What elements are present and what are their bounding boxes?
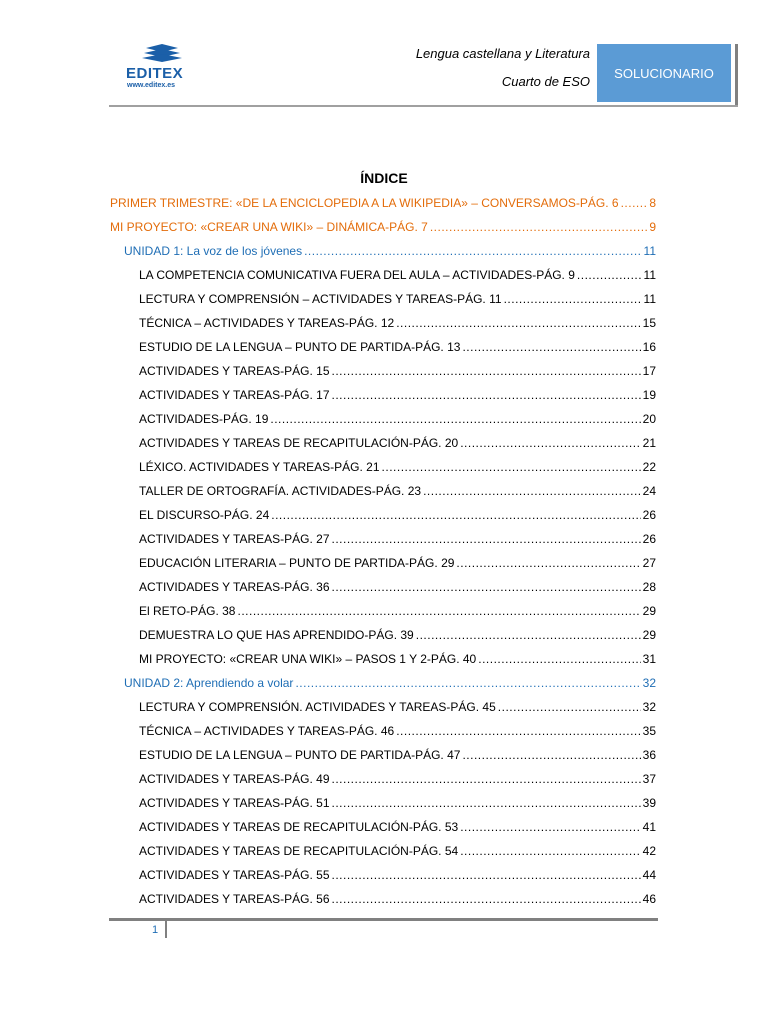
toc-entry[interactable]	[139, 556, 656, 572]
toc-entry-text: ESTUDIO DE LA LENGUA – PUNTO DE PARTIDA-PÁG. 13	[139, 340, 461, 354]
toc-entry[interactable]	[139, 868, 656, 884]
toc-entry[interactable]	[139, 772, 656, 788]
header-course: Cuarto de ESO	[501, 74, 590, 89]
toc-entry[interactable]	[110, 220, 656, 236]
dot-leader	[456, 556, 640, 570]
dot-leader	[332, 892, 641, 906]
toc-entry-page: 39	[642, 796, 656, 810]
dot-leader	[460, 436, 640, 450]
toc-entry-page: 32	[642, 676, 656, 690]
dot-leader	[478, 652, 640, 666]
toc-entry-text: ACTIVIDADES Y TAREAS-PÁG. 51	[139, 796, 330, 810]
toc-entry-page: 31	[642, 652, 656, 666]
dot-leader	[304, 244, 641, 258]
toc-entry-text: DEMUESTRA LO QUE HAS APRENDIDO-PÁG. 39	[139, 628, 414, 642]
toc-entry-text: ACTIVIDADES Y TAREAS DE RECAPITULACIÓN-PÁG. 54	[139, 844, 459, 858]
toc-entry-page: 8	[649, 196, 656, 210]
toc-entry-page: 26	[642, 508, 656, 522]
dot-leader	[332, 580, 641, 594]
logo-brand-text: EDITEX	[126, 65, 184, 82]
toc-entry[interactable]	[139, 796, 656, 812]
toc-entry-page: 20	[642, 412, 656, 426]
dot-leader	[416, 628, 641, 642]
toc-entry-page: 21	[642, 436, 656, 450]
toc-entry-text: ACTIVIDADES Y TAREAS-PÁG. 15	[139, 364, 330, 378]
toc-entry[interactable]	[139, 700, 656, 716]
page-number: 1	[152, 924, 159, 936]
toc-entry[interactable]	[139, 340, 656, 356]
dot-leader	[577, 268, 642, 282]
toc-entry-page: 29	[642, 628, 656, 642]
toc-entry[interactable]	[139, 580, 656, 596]
dot-leader	[498, 700, 641, 714]
dot-leader	[382, 460, 641, 474]
toc-entry-text: TALLER DE ORTOGRAFÍA. ACTIVIDADES-PÁG. 23	[139, 484, 422, 498]
logo-url-text: www.editex.es	[127, 82, 175, 89]
toc-entry-page: 42	[642, 844, 656, 858]
toc-entry-text: PRIMER TRIMESTRE: «DE LA ENCICLOPEDIA A LA WIKIPEDIA» – CONVERSAMOS-PÁG. 6	[110, 196, 619, 210]
toc-entry-page: 41	[642, 820, 656, 834]
toc-entry-page: 44	[642, 868, 656, 882]
toc-entry[interactable]	[139, 532, 656, 548]
toc-entry-text: ESTUDIO DE LA LENGUA – PUNTO DE PARTIDA-PÁG. 47	[139, 748, 461, 762]
toc-entry[interactable]	[139, 388, 656, 404]
toc-entry[interactable]	[139, 364, 656, 380]
dot-leader	[271, 508, 640, 522]
toc-entry-text: ACTIVIDADES Y TAREAS-PÁG. 56	[139, 892, 330, 906]
dot-leader	[270, 412, 640, 426]
page-number-divider	[165, 921, 167, 938]
header-subject: Lengua castellana y Literatura	[415, 46, 590, 61]
toc-entry[interactable]	[139, 652, 656, 668]
toc-entry-text: MI PROYECTO: «CREAR UNA WIKI» – PASOS 1 Y 2-PÁG. 40	[139, 652, 477, 666]
editex-book-icon	[132, 44, 188, 66]
toc-entry-page: 36	[642, 748, 656, 762]
toc-entry-page: 28	[642, 580, 656, 594]
toc-entry-text: TÉCNICA – ACTIVIDADES Y TAREAS-PÁG. 12	[139, 316, 395, 330]
toc-entry-page: 29	[642, 604, 656, 618]
toc-entry-page: 11	[643, 268, 656, 282]
solucionario-badge: SOLUCIONARIO	[597, 44, 731, 102]
dot-leader	[332, 796, 641, 810]
dot-leader	[332, 868, 641, 882]
dot-leader	[430, 220, 647, 234]
toc-entry-page: 19	[642, 388, 656, 402]
toc-entry-page: 17	[642, 364, 656, 378]
toc-entry-text: MI PROYECTO: «CREAR UNA WIKI» – DINÁMICA-PÁG. 7	[110, 220, 428, 234]
toc-entry-page: 26	[642, 532, 656, 546]
toc-entry-text: TÉCNICA – ACTIVIDADES Y TAREAS-PÁG. 46	[139, 724, 395, 738]
toc-entry-text: LECTURA Y COMPRENSIÓN. ACTIVIDADES Y TAREAS-PÁG. 45	[139, 700, 496, 714]
toc-entry[interactable]	[110, 196, 656, 212]
toc-entry[interactable]	[124, 244, 656, 260]
header-vertical-rule	[735, 44, 738, 106]
toc-entry-text: EDUCACIÓN LITERARIA – PUNTO DE PARTIDA-PÁG. 29	[139, 556, 455, 570]
dot-leader	[332, 388, 641, 402]
toc-entry-page: 16	[642, 340, 656, 354]
dot-leader	[462, 340, 640, 354]
dot-leader	[423, 484, 641, 498]
toc-entry-text: ACTIVIDADES-PÁG. 19	[139, 412, 269, 426]
toc-entry-text: ACTIVIDADES Y TAREAS-PÁG. 36	[139, 580, 330, 594]
toc-entry-text: ACTIVIDADES Y TAREAS-PÁG. 17	[139, 388, 330, 402]
dot-leader	[295, 676, 640, 690]
toc-entry-text: ACTIVIDADES Y TAREAS DE RECAPITULACIÓN-PÁG. 20	[139, 436, 459, 450]
dot-leader	[396, 724, 640, 738]
footer-rule	[109, 918, 658, 921]
toc-entry[interactable]	[139, 604, 656, 620]
dot-leader	[462, 748, 640, 762]
toc-entry[interactable]	[139, 628, 656, 644]
toc-entry-text: UNIDAD 2: Aprendiendo a volar	[124, 676, 294, 690]
toc-entry-page: 9	[649, 220, 656, 234]
toc-entry[interactable]	[139, 412, 656, 428]
dot-leader	[460, 844, 640, 858]
toc-entry-text: ACTIVIDADES Y TAREAS-PÁG. 27	[139, 532, 330, 546]
toc-entry[interactable]	[139, 436, 656, 452]
toc-entry-page: 15	[642, 316, 656, 330]
toc-entry-text: ACTIVIDADES Y TAREAS-PÁG. 49	[139, 772, 330, 786]
dot-leader	[332, 364, 641, 378]
toc-entry-page: 37	[642, 772, 656, 786]
toc-entry-text: LÉXICO. ACTIVIDADES Y TAREAS-PÁG. 21	[139, 460, 380, 474]
toc-entry-text: ACTIVIDADES Y TAREAS DE RECAPITULACIÓN-PÁG. 53	[139, 820, 459, 834]
toc-entry[interactable]	[139, 508, 656, 524]
dot-leader	[332, 532, 641, 546]
toc-entry-text: El RETO-PÁG. 38	[139, 604, 236, 618]
toc-entry[interactable]	[124, 676, 656, 692]
toc-entry-page: 11	[643, 244, 656, 258]
toc-entry-page: 11	[643, 292, 656, 306]
toc-entry-page: 32	[642, 700, 656, 714]
dot-leader	[460, 820, 640, 834]
toc-entry[interactable]	[139, 892, 656, 908]
toc-entry-text: LA COMPETENCIA COMUNICATIVA FUERA DEL AULA – ACTIVIDADES-PÁG. 9	[139, 268, 575, 282]
dot-leader	[504, 292, 642, 306]
toc-entry[interactable]	[139, 724, 656, 740]
toc-title: ÍNDICE	[360, 170, 408, 186]
dot-leader	[396, 316, 640, 330]
toc-entry-page: 24	[642, 484, 656, 498]
toc-entry-page: 22	[642, 460, 656, 474]
header-horizontal-rule	[109, 105, 738, 107]
toc-entry[interactable]	[139, 316, 656, 332]
toc-entry-page: 46	[642, 892, 656, 906]
toc-entry-text: ACTIVIDADES Y TAREAS-PÁG. 55	[139, 868, 330, 882]
toc-entry[interactable]	[139, 292, 656, 308]
dot-leader	[621, 196, 648, 210]
dot-leader	[237, 604, 640, 618]
toc-entry-text: LECTURA Y COMPRENSIÓN – ACTIVIDADES Y TAREAS-PÁG. 11	[139, 292, 502, 306]
editex-logo	[124, 44, 196, 94]
toc-entry-page: 27	[642, 556, 656, 570]
toc-entry[interactable]	[139, 844, 656, 860]
toc-entry-text: EL DISCURSO-PÁG. 24	[139, 508, 270, 522]
toc-entry[interactable]	[139, 748, 656, 764]
toc-entry-text: UNIDAD 1: La voz de los jóvenes	[124, 244, 303, 258]
toc-entry[interactable]	[139, 460, 656, 476]
dot-leader	[332, 772, 641, 786]
toc-entry[interactable]	[139, 268, 656, 284]
toc-entry[interactable]	[139, 484, 656, 500]
toc-entry[interactable]	[139, 820, 656, 836]
toc-entry-page: 35	[642, 724, 656, 738]
